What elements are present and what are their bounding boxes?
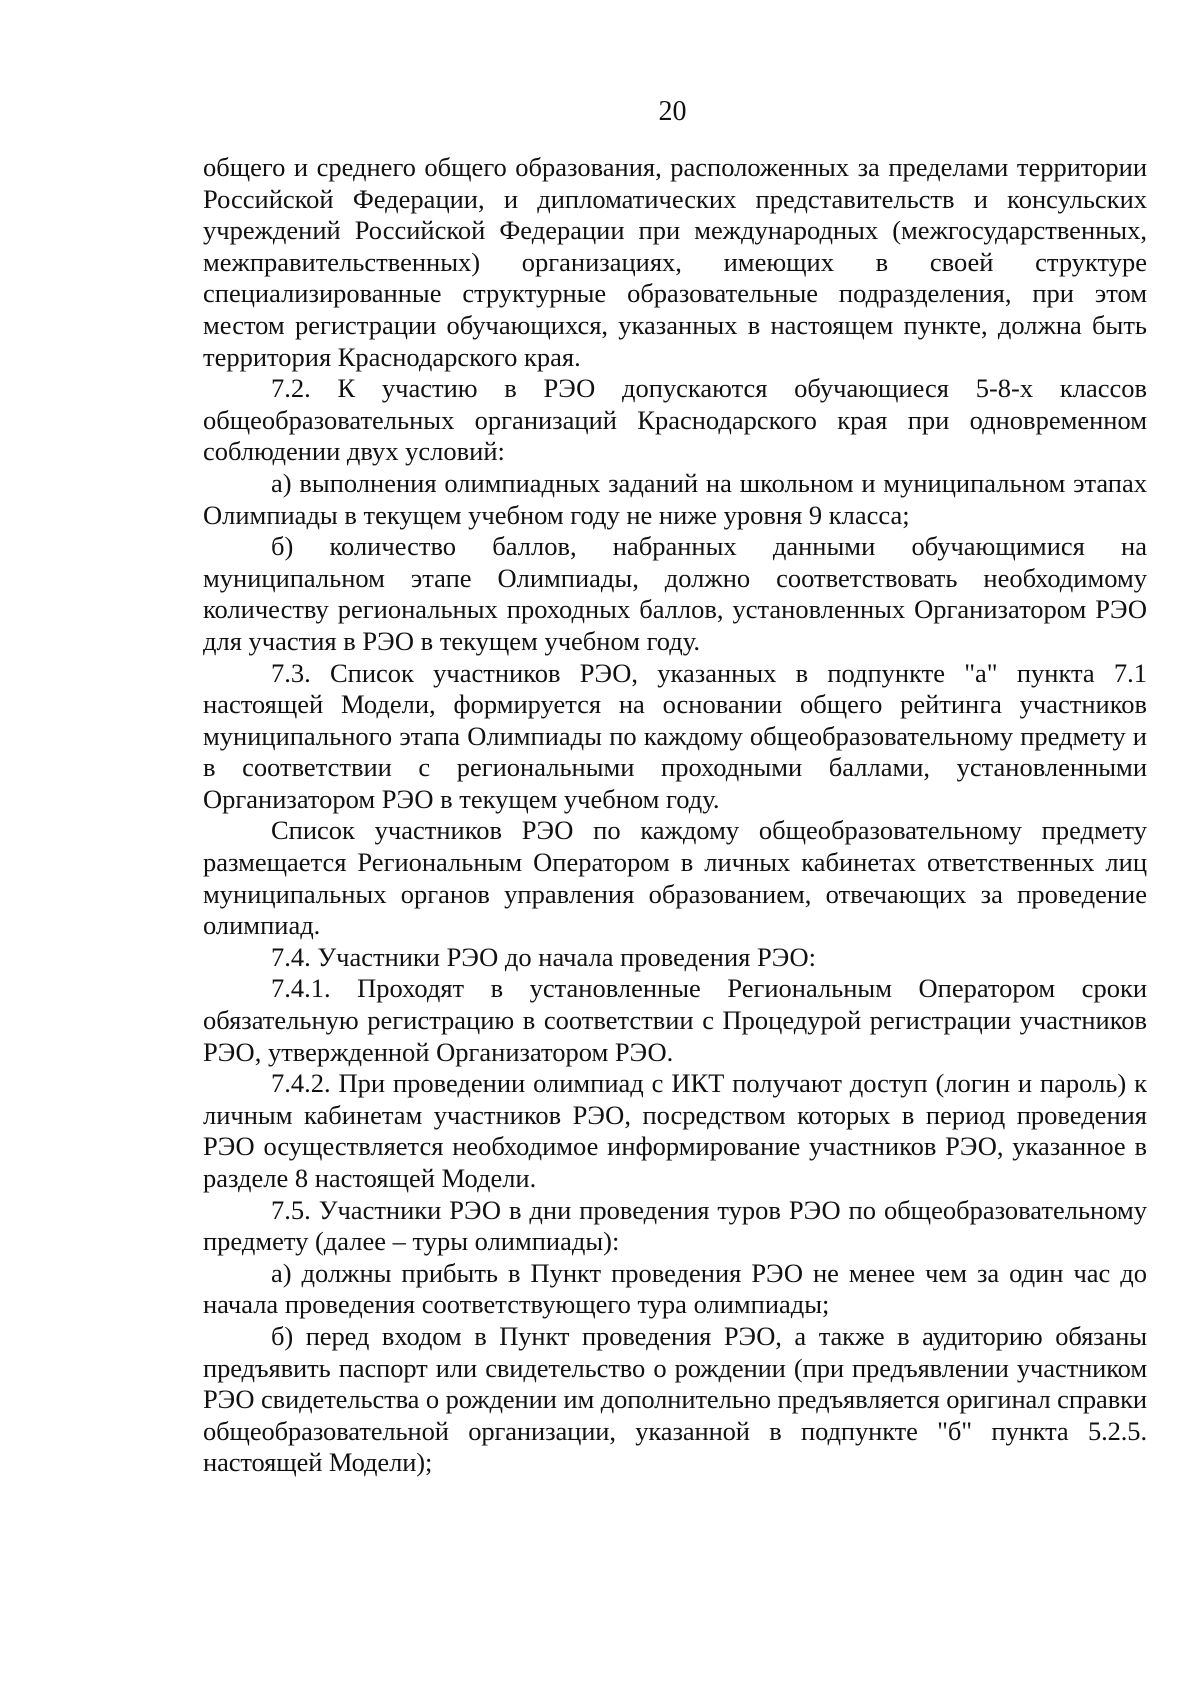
paragraph-7-3-list-placement: Список участников РЭО по каждому общеобразовательному предмету размещается Региональным Оператором в личных кабинетах ответственных лиц муниципальных органов управления образованием, отвечающих за проведение олимпиад.	[203, 815, 1147, 941]
paragraph-7-4-2: 7.4.2. При проведении олимпиад с ИКТ получают доступ (логин и пароль) к личным кабинетам участников РЭО, посредством которых в период проведения РЭО осуществляется необходимое информирование участников РЭО, указанное в разделе 8 настоящей Модели.	[203, 1068, 1147, 1193]
paragraph-7-4-1: 7.4.1. Проходят в установленные Региональным Оператором сроки обязательную регистрацию в соответствии с Процедурой регистрации участников РЭО, утвержденной Организатором РЭО.	[203, 973, 1147, 1067]
paragraph-7-5-a: а) должны прибыть в Пункт проведения РЭО не менее чем за один час до начала проведения соответствующего тура олимпиады;	[203, 1257, 1147, 1320]
paragraph-7-2: 7.2. К участию в РЭО допускаются обучающиеся 5-8-х классов общеобразовательных организаций Краснодарского края при одновременном соблюдении двух условий:	[203, 373, 1147, 467]
paragraph-7-4: 7.4. Участники РЭО до начала проведения РЭО:	[271, 941, 817, 972]
paragraph-7-5: 7.5. Участники РЭО в дни проведения туров РЭО по общеобразовательному предмету (далее – туры олимпиады):	[203, 1194, 1147, 1257]
paragraph-7-5-b: б) перед входом в Пункт проведения РЭО, а также в аудиторию обязаны предъявить паспорт или свидетельство о рождении (при предъявлении участником РЭО свидетельства о рождении им дополнительно предъявляется оригинал справки общеобразовательной организации, указанной в подпункте "б" пункта 5.2.5. настоящей Модели);	[203, 1320, 1147, 1478]
paragraph-7-2-a: а) выполнения олимпиадных заданий на школьном и муниципальном этапах Олимпиады в текущем учебном году не ниже уровня 9 класса;	[203, 467, 1147, 530]
page-number: 20	[658, 96, 687, 127]
paragraph-7-1-continuation: общего и среднего общего образования, расположенных за пределами территории Российской Федерации, и дипломатических представительств и консульских учреждений Российской Федерации при международных (межгосударственных, межправительственных) организациях, имеющих в своей структуре специализированные структурные образовательные подразделения, при этом местом регистрации обучающихся, указанных в настоящем пункте, должна быть территория Краснодарского края.	[203, 152, 1147, 372]
document-body	[203, 152, 1147, 1479]
paragraph-7-2-b: б) количество баллов, набранных данными обучающимися на муниципальном этапе Олимпиады, должно соответствовать необходимому количеству региональных проходных баллов, установленных Организатором РЭО для участия в РЭО в текущем учебном году.	[203, 531, 1147, 656]
paragraph-7-3: 7.3. Список участников РЭО, указанных в подпункте "а" пункта 7.1 настоящей Модели, формируется на основании общего рейтинга участников муниципального этапа Олимпиады по каждому общеобразовательному предмету и в соответствии с региональными проходными баллами, установленными Организатором РЭО в текущем учебном году.	[203, 657, 1147, 814]
